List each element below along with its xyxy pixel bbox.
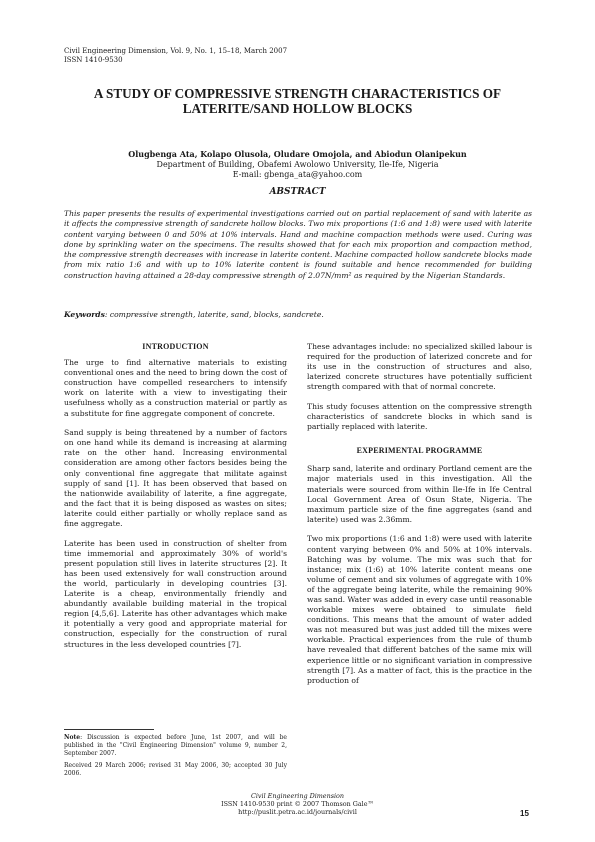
footnote-divider [64,729,154,730]
journal-header [64,47,287,65]
footer-issn: ISSN 1410-9530 print © 2007 Thomson Gale™ [221,800,374,808]
page-number: 15 [520,809,529,818]
experimental-programme-heading: EXPERIMENTAL PROGRAMME [356,446,483,456]
footnote [64,734,287,783]
footer-journal: Civil Engineering Dimension [250,792,344,800]
author-names: Olugbenga Ata, Kolapo Olusola, Oludare Omojola, and Abiodun Olanipekun [128,149,467,159]
left-column [64,342,287,659]
abstract-heading: ABSTRACT [269,187,326,197]
journal-issn: ISSN 1410-9530 [64,56,123,64]
title-line-1: A STUDY OF COMPRESSIVE STRENGTH CHARACTERISTICS OF [93,86,502,101]
title-line-2: LATERITE/SAND HOLLOW BLOCKS [182,101,413,116]
author-email[interactable]: E-mail: gbenga_ata@yahoo.com [232,170,363,179]
keywords-label: Keywords [64,310,105,319]
body-paragraph: Sharp sand, laterite and ordinary Portland cement are the major materials used in this investigation. All the materials were sourced from within Ile-Ife in Ife Central Local Government Area of Osun State, Nigeria. The maximum particle size of the fine aggregates (sand and laterite) used was 2.36mm. [307,464,532,524]
article-title [40,86,555,116]
body-paragraph: These advantages include: no specialized skilled labour is required for the production of laterized concrete and for its use in the construction of structures and also, laterized concrete structures have potentially sufficient strength compared with that of normal concrete. [307,342,532,392]
abstract-text: This paper presents the results of experimental investigations carried out on partial replacement of sand with laterite as it affects the compressive strength of sandcrete hollow blocks. Two mix proportions (1:6 and 1:8) were used with laterite content varying between 0 and 50% at 10% intervals. Hand and machine compaction methods were used. Curing was done by sprinkling water on the specimens. The results showed that for each mix proportion and compaction method, the compressive strength decreases with increase in laterite content. Machine compacted hollow sandcrete blocks made from mix ratio 1:6 and with up to 10% laterite content is found suitable and hence recommended for building construction having attained a 28-day compressive strength of 2.07N/mm² as required by the Nigerian Standards. [64,209,532,280]
author-affiliation: Department of Building, Obafemi Awolowo University, Ile-Ife, Nigeria [156,159,439,169]
body-paragraph: Sand supply is being threatened by a number of factors on one hand while its demand is increasing at alarming rate on the other hand. Increasing environmental consideration are among other factors besides being the only conventional fine aggregate that militate against supply of sand [1]. It has been observed that based on the nationwide availability of laterite, a fine aggregate, and the fact that it is being disposed as wastes on sites; laterite could either partially or wholly replace sand as fine aggregate. [64,428,287,528]
footnote-label: Note [64,734,81,741]
author-block [40,149,555,181]
journal-citation: Civil Engineering Dimension, Vol. 9, No. 1, 15–18, March 2007 [64,47,288,55]
footnote-received: Received 29 March 2006; revised 31 May 2006, 30; accepted 30 July 2006. [64,762,287,778]
keywords-text: : compressive strength, laterite, sand, blocks, sandcrete. [104,310,324,319]
footer-url[interactable]: http://puslit.petra.ac.id/journals/civil [238,808,357,816]
footnote-text: : Discussion is expected before June, 1st 2007, and will be published in the "Civil Engineering Dimension" volume 9, number 2, September 2007. [64,734,287,757]
footnote-discussion [64,734,287,757]
page-footer [40,792,555,816]
body-paragraph: Two mix proportions (1:6 and 1:8) were used with laterite content varying between 0% and 50% at 10% intervals. Batching was by volume. The mix was such that for instance; mix (1:6) at 10% laterite content means one volume of cement and six volumes of aggregate with 10% of the aggregate being laterite, while the remaining 90% was sand. Water was added in every case until reasonable workable mixes were obtained to simulate field conditions. This means that the amount of water added was not measured but was just added till the mixes were workable. Practical experiences from the rule of thumb have revealed that different batches of the same mix will experience little or no significant variation in compressive strength [7]. As a matter of fact, this is the practice in the production of [307,534,532,685]
keywords [64,310,532,319]
body-paragraph: The urge to find alternative materials to existing conventional ones and the need to bring down the cost of construction have compelled researchers to intensify work on laterite with a view to investigating their usefulness wholly as a construction material or partly as a substitute for fine aggregate component of concrete. [64,358,287,418]
body-paragraph: Laterite has been used in construction of shelter from time immemorial and approximately 30% of world's present population still lives in laterite structures [2]. It has been used extensively for wall construction around the world, particularly in developing countries [3]. Laterite is a cheap, environmentally friendly and abundantly available building material in the tropical region [4,5,6]. Laterite has other advantages which make it potentially a very good and appropriate material for construction, especially for the construction of rural structures in the less developed countries [7]. [64,538,287,649]
introduction-heading: INTRODUCTION [142,342,209,351]
body-paragraph: This study focuses attention on the compressive strength characteristics of sandcrete blocks in which sand is partially replaced with laterite. [307,401,532,432]
right-column [307,342,532,695]
